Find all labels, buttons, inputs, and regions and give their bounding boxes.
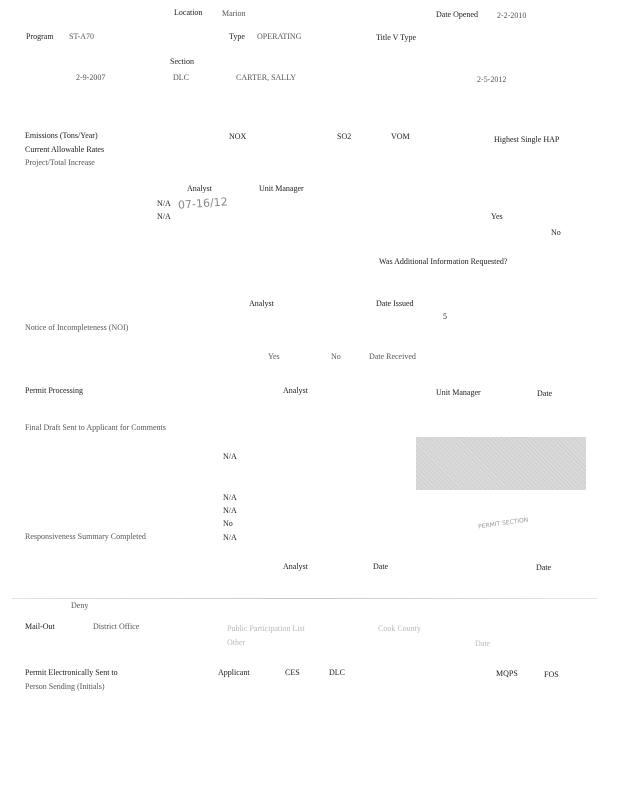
- mailout-date-label: Date: [475, 639, 491, 648]
- processing-na-4: N/A: [223, 533, 237, 542]
- date-issued-label: Date Issued: [376, 299, 414, 308]
- fos-label: FOS: [544, 670, 559, 679]
- type-value: OPERATING: [257, 32, 302, 41]
- public-list-label: Public Participation List: [227, 624, 305, 633]
- permit-processing-label: Permit Processing: [25, 386, 83, 395]
- review-yes: Yes: [491, 212, 503, 221]
- handwritten-date: 07-16/12: [177, 195, 229, 212]
- responsiveness-label: Responsiveness Summary Completed: [25, 532, 146, 541]
- review-no: No: [551, 228, 561, 237]
- project-increase-label: Project/Total Increase: [25, 158, 95, 167]
- processing-na-3: N/A: [223, 506, 237, 515]
- processing-date-label: Date: [537, 389, 553, 398]
- applicant-label: Applicant: [218, 668, 250, 677]
- date-opened-label: Date Opened: [436, 10, 478, 19]
- mqps-label: MQPS: [496, 669, 518, 678]
- review-na-1: N/A: [157, 199, 171, 208]
- divider-rule: [12, 598, 598, 599]
- type-label: Type: [229, 32, 245, 41]
- final-draft-label: Final Draft Sent to Applicant for Comments: [25, 423, 166, 432]
- allowable-rates-label: Current Allowable Rates: [25, 145, 105, 154]
- date-value-1: 2-9-2007: [76, 73, 106, 82]
- section-value: DLC: [173, 73, 189, 82]
- signoff-date-label: Date: [373, 562, 389, 571]
- deny-label: Deny: [71, 601, 89, 610]
- processing-na-2: N/A: [223, 493, 237, 502]
- program-label: Program: [26, 32, 54, 41]
- date-issued-value: 5: [443, 312, 447, 321]
- processing-no: No: [223, 519, 233, 528]
- additional-info-label: Was Additional Information Requested?: [379, 257, 508, 266]
- person-sending-label: Person Sending (Initials): [25, 682, 105, 691]
- noi-no: No: [331, 352, 341, 361]
- other-label: Other: [227, 638, 246, 647]
- permit-section-stamp: PERMIT SECTION: [477, 516, 529, 531]
- review-na-2: N/A: [157, 212, 171, 221]
- date-opened-value: 2-2-2010: [497, 11, 527, 20]
- noi-yes: Yes: [268, 352, 280, 361]
- noi-label: Notice of Incompleteness (NOI): [25, 323, 129, 332]
- contact-name: CARTER, SALLY: [236, 73, 297, 82]
- mail-out-label: Mail-Out: [25, 622, 55, 631]
- processing-na-1: N/A: [223, 452, 237, 461]
- highest-hap-label: Highest Single HAP: [494, 135, 560, 144]
- nox-label: NOX: [229, 132, 247, 141]
- program-value: ST-A70: [69, 32, 95, 41]
- ces-label: CES: [285, 668, 300, 677]
- review-analyst-label: Analyst: [187, 184, 212, 193]
- cook-county-label: Cook County: [378, 624, 421, 633]
- date-value-2: 2-5-2012: [477, 75, 507, 84]
- so2-label: SO2: [337, 132, 352, 141]
- signoff-date-label-2: Date: [536, 563, 552, 572]
- processing-analyst-label: Analyst: [283, 386, 308, 395]
- signoff-analyst-label: Analyst: [283, 562, 308, 571]
- voc-label: VOM: [391, 132, 410, 141]
- location-label: Location: [174, 8, 203, 17]
- review-unit-manager-label: Unit Manager: [259, 184, 304, 193]
- emissions-label: Emissions (Tons/Year): [25, 131, 98, 140]
- sent-to-label: Permit Electronically Sent to: [25, 668, 118, 677]
- redacted-box: [416, 437, 586, 490]
- section-label: Section: [170, 57, 194, 66]
- location-value: Marion: [222, 9, 246, 18]
- processing-unit-manager-label: Unit Manager: [436, 388, 481, 397]
- noi-date-received: Date Received: [369, 352, 416, 361]
- title-v-type-label: Title V Type: [376, 33, 417, 42]
- noi-analyst-label: Analyst: [249, 299, 274, 308]
- district-office-label: District Office: [93, 622, 140, 631]
- dlc-label: DLC: [329, 668, 345, 677]
